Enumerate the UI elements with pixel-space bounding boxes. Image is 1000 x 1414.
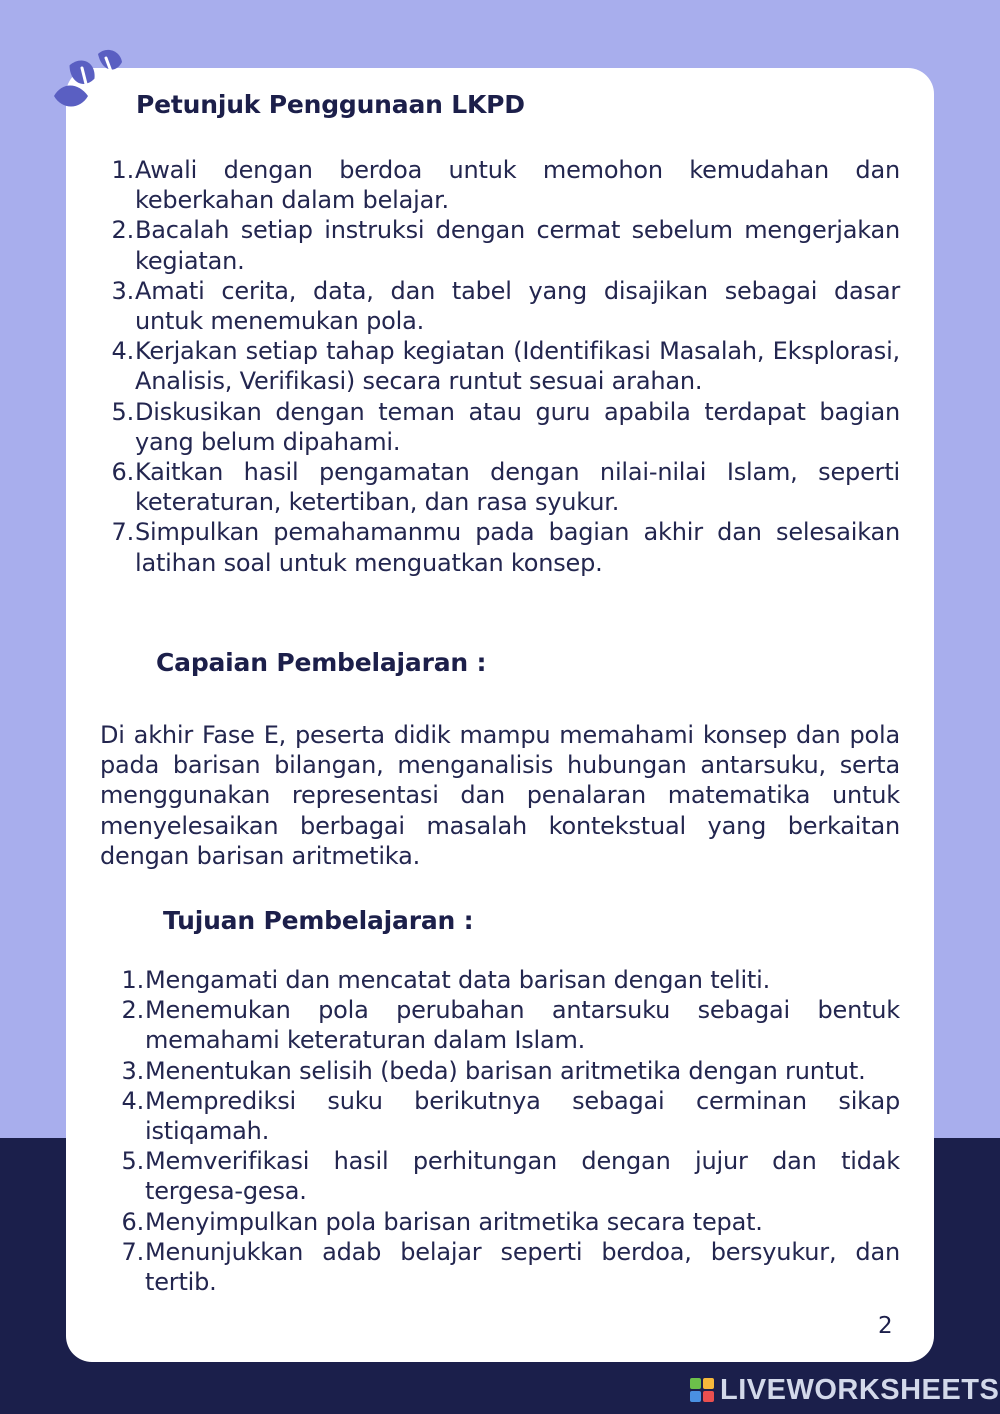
list-item: 2. Menemukan pola perubahan antarsuku sebagai bentuk memahami keteraturan dalam Islam. [121, 996, 900, 1055]
list-item: 5. Memverifikasi hasil perhitungan dengan jujur dan tidak tergesa-gesa. [121, 1147, 900, 1206]
tujuan-heading: Tujuan Pembelajaran : [163, 906, 474, 935]
list-item: 2. Bacalah setiap instruksi dengan cermat sebelum mengerjakan kegiatan. [111, 216, 900, 275]
liveworksheets-logo-icon [690, 1378, 714, 1402]
list-item: 3. Menentukan selisih (beda) barisan aritmetika dengan runtut. [121, 1056, 866, 1085]
capaian-heading: Capaian Pembelajaran : [156, 648, 487, 677]
list-item: 5. Diskusikan dengan teman atau guru apabila terdapat bagian yang belum dipahami. [111, 397, 900, 456]
list-item: 4. Kerjakan setiap tahap kegiatan (Identifikasi Masalah, Eksplorasi, Analisis, Verifikasi) secara runtut sesuai arahan. [111, 337, 900, 396]
list-item: 1. Mengamati dan mencatat data barisan dengan teliti. [121, 966, 771, 994]
list-item: 7. Simpulkan pemahamanmu pada bagian akhir dan selesaikan latihan soal untuk menguatkan konsep. [111, 518, 900, 577]
sparkle-decoration-icon [48, 44, 134, 114]
capaian-paragraph: Di akhir Fase E, peserta didik mampu memahami konsep dan pola pada barisan bilangan, menganalisis hubungan antarsuku, serta menggunakan representasi dan penalaran matematika untuk menyelesaikan berbagai masalah kontekstual yang berkaitan dengan barisan aritmetika. [100, 721, 900, 870]
petunjuk-heading: Petunjuk Penggunaan LKPD [136, 90, 525, 119]
liveworksheets-watermark[interactable] [690, 1374, 999, 1406]
list-item: 4. Memprediksi suku berikutnya sebagai cerminan sikap istiqamah. [121, 1086, 900, 1146]
list-item: 3. Amati cerita, data, dan tabel yang disajikan sebagai dasar untuk menemukan pola. [111, 276, 900, 336]
tujuan-list [121, 965, 900, 1297]
petunjuk-list [111, 155, 900, 578]
list-item: 1. Awali dengan berdoa untuk memohon kemudahan dan keberkahan dalam belajar. [111, 156, 900, 215]
list-item: 7. Menunjukkan adab belajar seperti berdoa, bersyukur, dan tertib. [121, 1237, 900, 1297]
watermark-text: LIVEWORKSHEETS [720, 1373, 1000, 1406]
page-number: 2 [878, 1313, 893, 1339]
list-item: 6. Menyimpulkan pola barisan aritmetika secara tepat. [121, 1207, 763, 1236]
list-item: 6. Kaitkan hasil pengamatan dengan nilai-nilai Islam, seperti keteraturan, ketertiban, dan rasa syukur. [111, 458, 900, 517]
